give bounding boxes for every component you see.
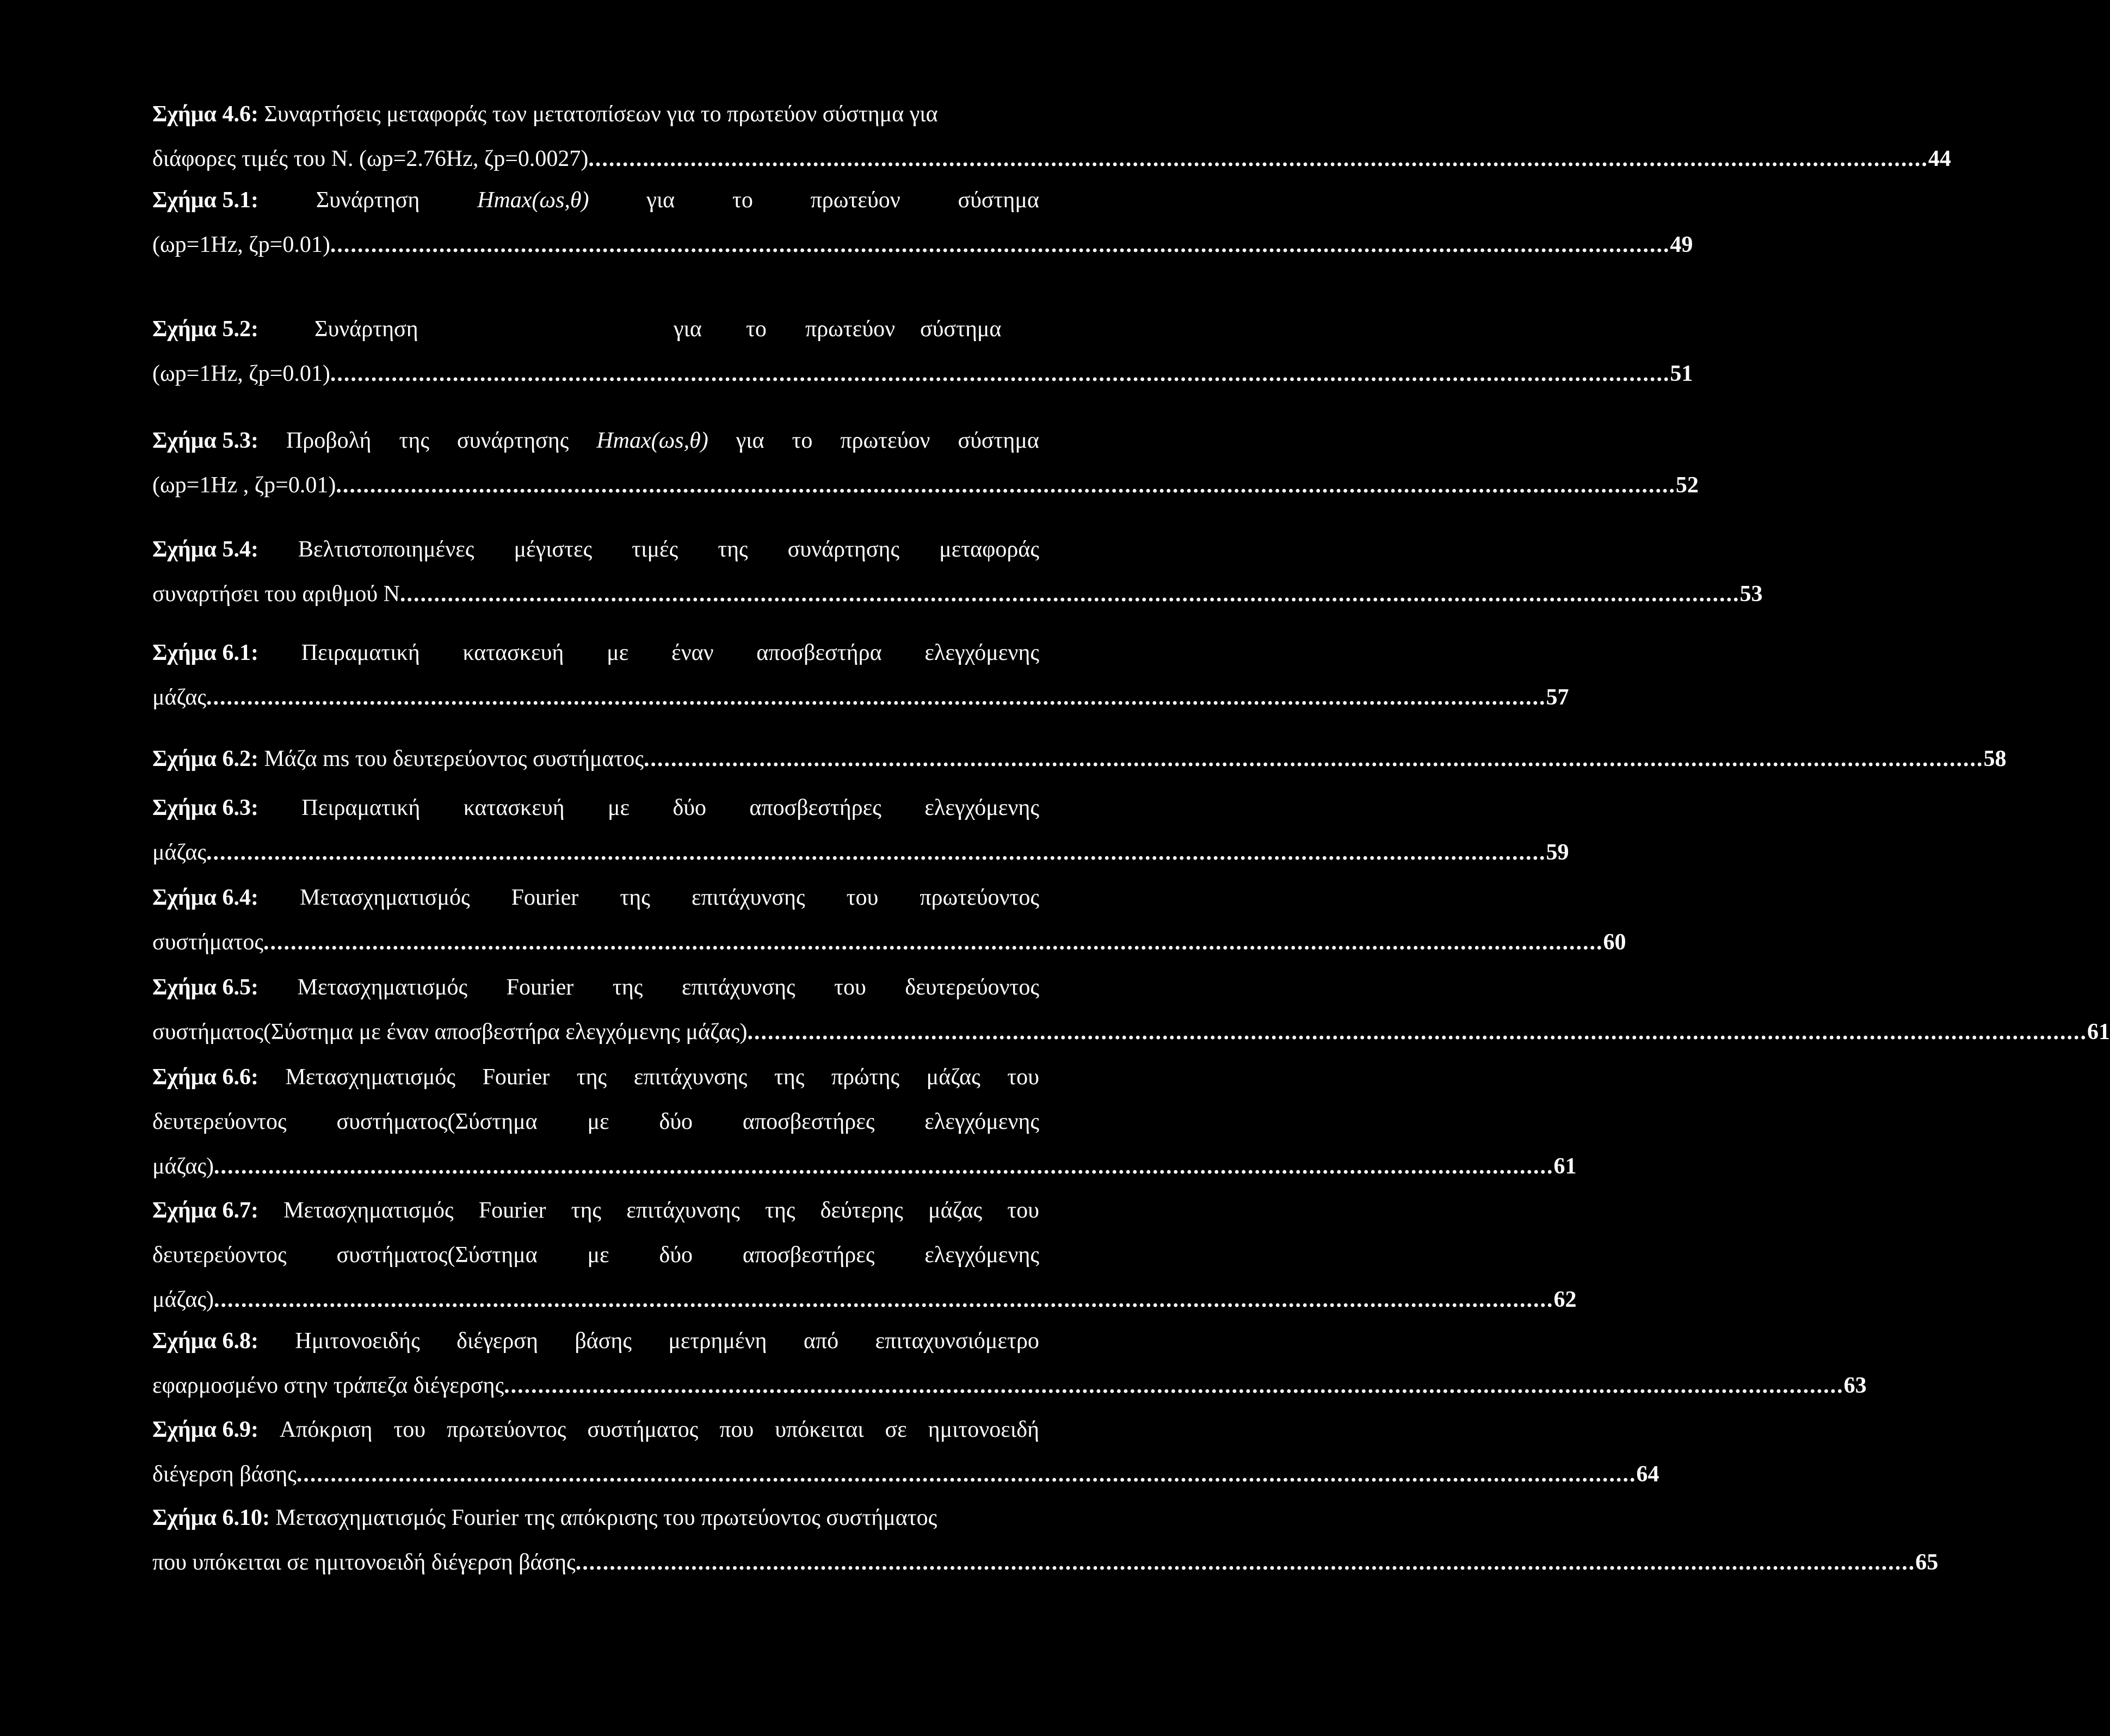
figure-label: Σχήμα 6.5: [152,975,258,1000]
page-number[interactable]: 61 [2087,1020,2110,1045]
figure-label: Σχήμα 6.10: [152,1505,270,1530]
figure-label: Σχήμα 5.3: [152,428,258,453]
page-number[interactable]: 64 [1636,1462,1659,1487]
dot-leader: ..................................................................................................................................................................................................... [575,1550,1916,1575]
page-number[interactable]: 52 [1675,473,1699,498]
dot-leader: ..................................................................................................................................................................................................... [643,746,1984,771]
dot-leader: ..................................................................................................................................................................................................... [214,1154,1554,1179]
page-number[interactable]: 65 [1915,1550,1939,1575]
page-number[interactable]: 61 [1553,1154,1577,1179]
figure-label: Σχήμα 6.3: [152,795,258,820]
page-number[interactable]: 60 [1603,930,1626,955]
entry-caption-cont: διάφορες τιμές του Ν. (ωp=2.76Hz, ζp=0.0027) [152,146,589,171]
page-number[interactable]: 57 [1546,685,1569,710]
dot-leader: ..................................................................................................................................................................................................... [206,840,1546,865]
page-number[interactable]: 58 [1983,746,2007,771]
figure-label: Σχήμα 6.7: [152,1198,258,1223]
dot-leader: ..................................................................................................................................................................................................... [214,1287,1554,1312]
page-number[interactable]: 51 [1670,361,1693,386]
dot-leader: ..................................................................................................................................................................................................... [336,473,1676,498]
hmax-formula: Hmax(ωs,θ) [596,428,708,453]
hmax-formula: Hmax(ωs,θ) [477,188,589,213]
figure-label: Σχήμα 6.2: [152,746,258,771]
figure-label: Σχήμα 6.8: [152,1329,258,1354]
figure-label: Σχήμα 6.4: [152,885,258,910]
dot-leader: ..................................................................................................................................................................................................... [263,930,1603,955]
page-number[interactable]: 59 [1546,840,1569,865]
page-number[interactable]: 63 [1843,1373,1867,1398]
dot-leader: ..................................................................................................................................................................................................... [330,232,1670,257]
figure-label: Σχήμα 4.6: [152,102,258,127]
figure-label: Σχήμα 6.9: [152,1417,258,1442]
figure-label: Σχήμα 6.1: [152,640,258,665]
page-number[interactable]: 44 [1928,146,1951,171]
dot-leader: ..................................................................................................................................................................................................... [504,1373,1844,1398]
dot-leader: ..................................................................................................................................................................................................... [206,685,1546,710]
dot-leader: ..................................................................................................................................................................................................... [588,146,1928,171]
figure-label: Σχήμα 5.2: [152,317,258,342]
entry-caption: Συναρτήσεις μεταφοράς των μετατοπίσεων για το πρωτεύον σύστημα για [264,102,938,127]
dot-leader: ..................................................................................................................................................................................................... [296,1462,1637,1487]
page-number[interactable]: 49 [1670,232,1693,257]
figure-label: Σχήμα 6.6: [152,1065,258,1090]
dot-leader: ..................................................................................................................................................................................................... [747,1020,2087,1045]
page-number[interactable]: 62 [1553,1287,1577,1312]
figure-label: Σχήμα 5.4: [152,537,258,562]
page-number[interactable]: 53 [1739,582,1763,607]
dot-leader: ..................................................................................................................................................................................................... [400,582,1740,607]
figure-label: Σχήμα 5.1: [152,188,258,213]
dot-leader: ..................................................................................................................................................................................................... [330,361,1670,386]
